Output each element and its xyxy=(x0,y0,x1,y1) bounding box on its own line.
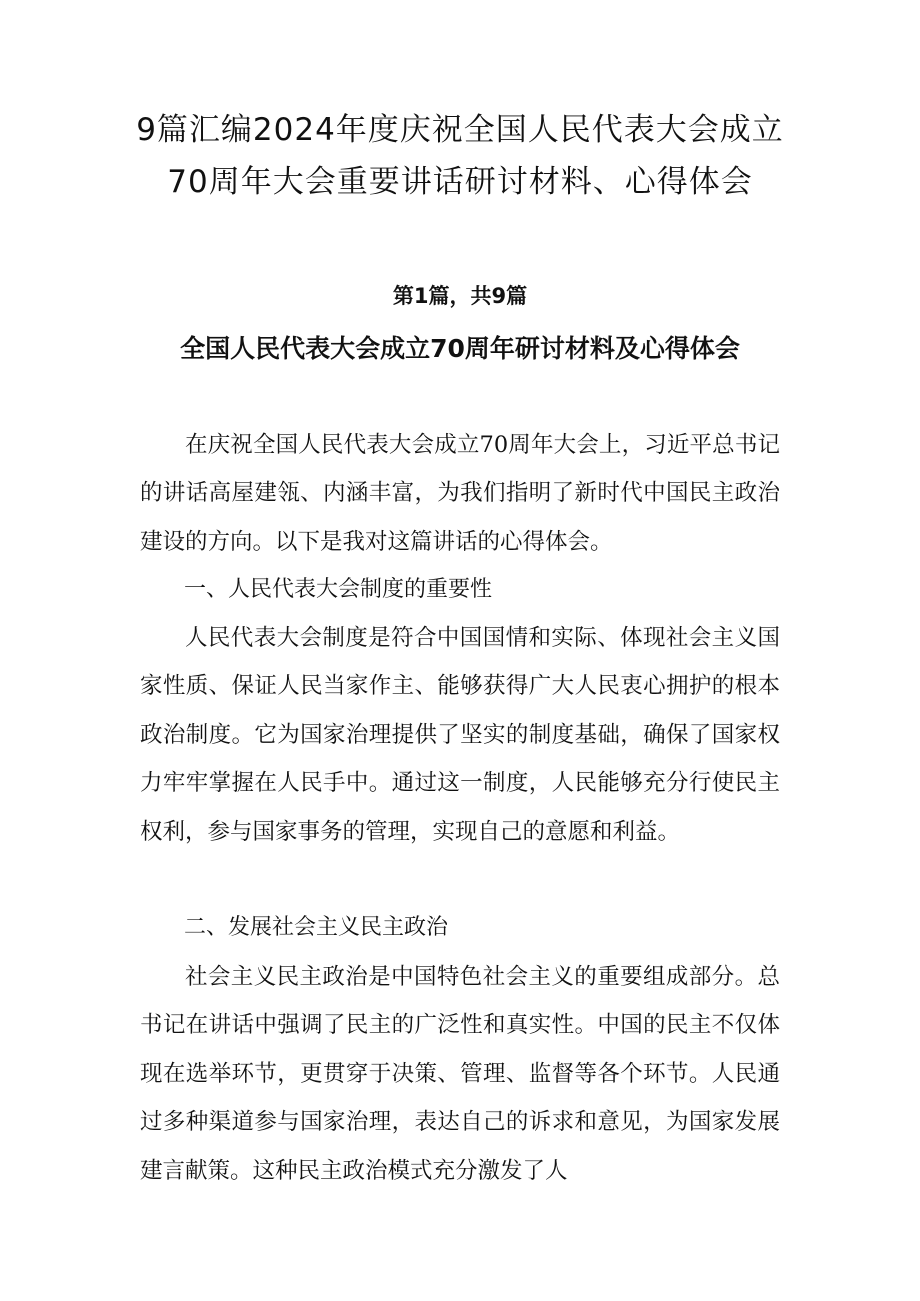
document-title: 9篇汇编2024年度庆祝全国人民代表大会成立70周年大会重要讲话研讨材料、心得体会 xyxy=(136,112,784,200)
paragraph: 人民代表大会制度是符合中国国情和实际、体现社会主义国家性质、保证人民当家作主、能够获得广大人民衷心拥护的根本政治制度。它为国家治理提供了坚实的制度基础，确保了国家权力牢牢掌握在人民手中。通过这一制度，人民能够充分行使民主权利，参与国家事务的管理，实现自己的意愿和利益。 xyxy=(140,625,780,845)
section-heading: 二、发展社会主义民主政治 xyxy=(184,915,449,940)
paragraph: 社会主义民主政治是中国特色社会主义的重要组成部分。总书记在讲话中强调了民主的广泛性和真实性。中国的民主不仅体现在选举环节，更贯穿于决策、管理、监督等各个环节。人民通过多种渠道参与国家治理，表达自己的诉求和意见，为国家发展建言献策。这种民主政治模式充分激发了人 xyxy=(140,964,780,1184)
section-heading: 一、人民代表大会制度的重要性 xyxy=(184,577,493,602)
part-label: 第1篇，共9篇 xyxy=(392,284,528,308)
article-title: 全国人民代表大会成立70周年研讨材料及心得体会 xyxy=(180,334,740,363)
paragraph: 在庆祝全国人民代表大会成立70周年大会上，习近平总书记的讲话高屋建瓴、内涵丰富，为我们指明了新时代中国民主政治建设的方向。以下是我对这篇讲话的心得体会。 xyxy=(140,432,780,555)
